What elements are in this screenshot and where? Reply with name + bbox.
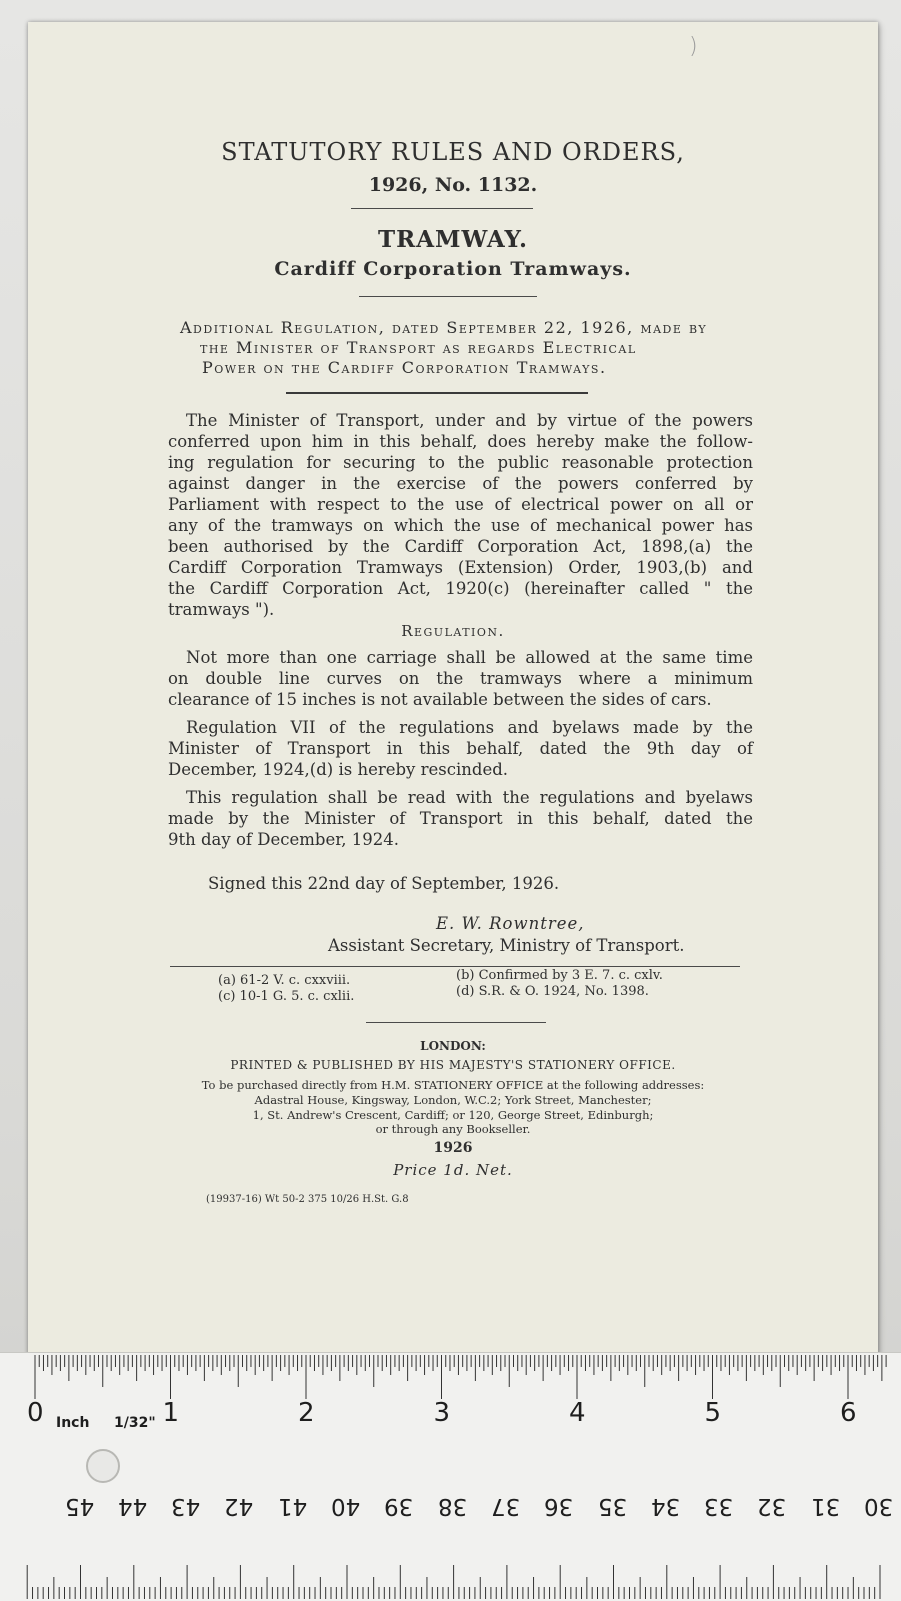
- footnote-d: (d) S.R. & O. 1924, No. 1398.: [456, 984, 649, 999]
- text-line: tramways ").: [168, 600, 275, 619]
- text-line: the Cardiff Corporation Act, 1920(c) (hereinafter called " the: [168, 579, 753, 598]
- footnote-c: (c) 10-1 G. 5. c. cxlii.: [218, 989, 355, 1004]
- document-subtitle: Cardiff Corporation Tramways.: [274, 258, 632, 280]
- print-code: (19937-16) Wt 50-2 375 10/26 H.St. G.8: [206, 1194, 409, 1205]
- ruler-fraction-label: 1/32": [114, 1415, 156, 1431]
- ruler-cm-label: 42: [224, 1493, 254, 1519]
- pencil-mark: ): [689, 34, 698, 59]
- text-line: December, 1924,(d) is hereby rescinded.: [168, 760, 509, 779]
- ruler-cm-label: 30: [864, 1493, 894, 1519]
- text-line: Regulation VII of the regulations and byelaws made by the: [186, 718, 753, 737]
- ruler-inch-label: 1: [162, 1398, 180, 1428]
- order-number: 1926, No. 1132.: [368, 174, 538, 196]
- ruler-cm-label: 43: [171, 1493, 201, 1519]
- rescinding-paragraph: [168, 717, 753, 780]
- text-line: Cardiff Corporation Tramways (Extension) Order, 1903,(b) and: [168, 558, 753, 577]
- text-line: clearance of 15 inches is not available between the sides of cars.: [168, 690, 712, 709]
- divider-rule: [366, 1022, 546, 1023]
- imprint-city: LONDON:: [420, 1039, 486, 1053]
- ruler-cm-label: 45: [64, 1493, 94, 1519]
- measuring-ruler: [0, 1352, 901, 1601]
- document-title: TRAMWAY.: [377, 226, 529, 253]
- imprint-publisher: PRINTED & PUBLISHED BY HIS MAJESTY'S STATIONERY OFFICE.: [230, 1058, 676, 1072]
- ruler-inch-label: 6: [840, 1398, 857, 1428]
- text-line: This regulation shall be read with the regulations and byelaws: [186, 788, 753, 807]
- text-line: The Minister of Transport, under and by virtue of the powers: [186, 411, 753, 430]
- ruler-cm-label: 33: [704, 1493, 734, 1519]
- heading-line: Additional Regulation, dated September 22, 1926, made by: [180, 318, 708, 337]
- ruler-inch-label: 3: [433, 1398, 451, 1428]
- imprint-purchase-line: Adastral House, Kingsway, London, W.C.2; York Street, Manchester;: [254, 1093, 652, 1107]
- text-line: conferred upon him in this behalf, does hereby make the follow-: [168, 432, 753, 451]
- imprint-purchase-line: or through any Bookseller.: [375, 1122, 531, 1136]
- ruler-ticks: [0, 1353, 901, 1601]
- footnote-rule: [170, 966, 740, 967]
- regulation-heading: Regulation.: [401, 622, 505, 640]
- divider-rule: [351, 208, 533, 209]
- ruler-cm-label: 41: [277, 1493, 307, 1519]
- ruler-cm-label: 39: [384, 1493, 414, 1519]
- ruler-inch-label: 0: [27, 1398, 44, 1428]
- heading-line: Power on the Cardiff Corporation Tramways.: [202, 358, 607, 377]
- ruler-hanging-hole: [86, 1449, 120, 1483]
- text-line: any of the tramways on which the use of mechanical power has: [168, 516, 753, 535]
- text-line: Not more than one carriage shall be allowed at the same time: [186, 648, 753, 667]
- text-line: on double line curves on the tramways where a minimum: [168, 669, 753, 688]
- ruler-cm-label: 37: [490, 1493, 521, 1519]
- heading-line: the Minister of Transport as regards Electrical: [200, 338, 637, 357]
- divider-rule: [286, 392, 588, 394]
- ruler-unit-label: Inch: [56, 1415, 90, 1431]
- text-line: 9th day of December, 1924.: [168, 830, 400, 849]
- ruler-cm-label: 44: [117, 1493, 148, 1519]
- ruler-cm-label: 38: [437, 1493, 467, 1519]
- ruler-inch-label: 5: [704, 1398, 722, 1428]
- ruler-cm-label: 36: [544, 1493, 574, 1519]
- document-sheet: [28, 22, 878, 1366]
- ruler-inch-label: 4: [569, 1398, 586, 1428]
- text-line: made by the Minister of Transport in this behalf, dated the: [168, 809, 753, 828]
- preamble-paragraph: [168, 410, 753, 620]
- text-line: Parliament with respect to the use of electrical power on all or: [168, 495, 753, 514]
- ruler-inch-label: 2: [298, 1398, 315, 1428]
- footnote-b: (b) Confirmed by 3 E. 7. c. cxlv.: [456, 968, 663, 983]
- signed-line: Signed this 22nd day of September, 1926.: [208, 874, 560, 893]
- imprint-price: Price 1d. Net.: [393, 1161, 513, 1179]
- ruler-cm-label: 40: [331, 1493, 361, 1519]
- imprint-year: 1926: [433, 1140, 473, 1156]
- series-title: STATUTORY RULES AND ORDERS,: [221, 138, 685, 166]
- reading-paragraph: [168, 787, 753, 850]
- text-line: ing regulation for securing to the public reasonable protection: [168, 453, 753, 472]
- ruler-cm-label: 31: [810, 1493, 840, 1519]
- text-line: Minister of Transport in this behalf, dated the 9th day of: [168, 739, 753, 758]
- ruler-cm-label: 34: [650, 1493, 681, 1519]
- footnote-a: (a) 61-2 V. c. cxxviii.: [218, 973, 351, 988]
- signatory-title: Assistant Secretary, Ministry of Transport.: [328, 936, 685, 955]
- ruler-cm-label: 35: [597, 1493, 627, 1519]
- signatory-name: E. W. Rowntree,: [436, 914, 585, 933]
- text-line: been authorised by the Cardiff Corporation Act, 1898,(a) the: [168, 537, 753, 556]
- imprint-purchase-line: 1, St. Andrew's Crescent, Cardiff; or 120, George Street, Edinburgh;: [252, 1108, 654, 1122]
- text-line: against danger in the exercise of the powers conferred by: [168, 474, 753, 493]
- ruler-cm-label: 32: [757, 1493, 787, 1519]
- divider-rule: [359, 296, 537, 297]
- regulation-paragraph: [168, 647, 753, 710]
- imprint-purchase-line: To be purchased directly from H.M. STATIONERY OFFICE at the following addresses:: [201, 1078, 705, 1092]
